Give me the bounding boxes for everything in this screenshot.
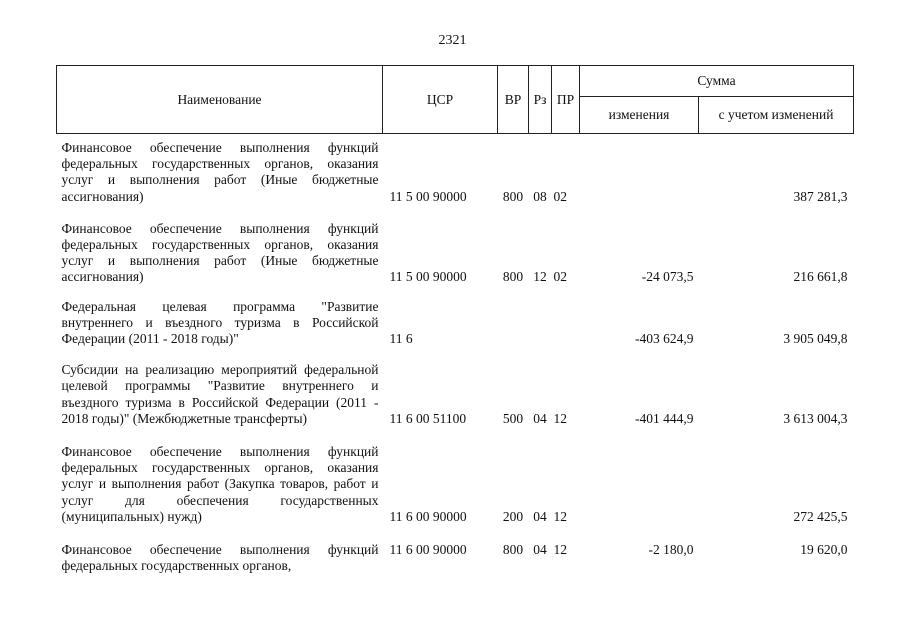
row-pr	[552, 291, 580, 353]
row-vr: 800	[502, 188, 524, 204]
row-total: 19 620,0	[800, 542, 848, 558]
row-name: Федеральная целевая программа "Развитие внутреннего и въездного туризма в Российской Федерации (2011 - 2018 годы)"	[61, 298, 379, 347]
row-csr: 11 6 00 90000	[389, 542, 467, 558]
header-rz: Рз	[529, 66, 552, 134]
row-vr: 200	[502, 508, 524, 524]
row-vr: 500	[502, 410, 524, 426]
row-change: -2 180,0	[648, 542, 694, 558]
header-with-changes: с учетом изменений	[699, 97, 854, 134]
table-row	[57, 291, 854, 353]
row-total: 3 905 049,8	[783, 331, 848, 347]
table-row	[57, 134, 854, 211]
header-changes: изменения	[580, 97, 699, 134]
row-csr: 11 5 00 90000	[389, 269, 467, 285]
row-name: Финансовое обеспечение выполнения функций федеральных государственных органов,	[61, 542, 379, 574]
table-row	[57, 530, 854, 574]
row-csr: 11 6 00 90000	[389, 508, 467, 524]
table-row	[57, 432, 854, 530]
row-name: Субсидии на реализацию мероприятий федеральной целевой программы "Развитие внутреннего и въездного туризма в Российской Федерации (2011 - 2018 годы)" (Межбюджетные трансферты)	[61, 362, 379, 426]
row-rz: 12	[533, 269, 547, 285]
row-total: 216 661,8	[793, 269, 848, 285]
row-total: 272 425,5	[793, 508, 848, 524]
row-rz	[529, 291, 552, 353]
row-total: 387 281,3	[793, 188, 848, 204]
row-vr: 800	[502, 542, 524, 558]
page-number: 2321	[438, 33, 467, 48]
budget-table	[56, 65, 854, 574]
header-csr: ЦСР	[383, 66, 498, 134]
row-pr: 12	[553, 542, 567, 558]
row-change	[580, 432, 699, 530]
header-pr: ПР	[552, 66, 580, 134]
row-change: -401 444,9	[635, 410, 694, 426]
row-pr: 12	[553, 410, 567, 426]
row-csr: 11 6	[389, 331, 413, 347]
row-rz: 04	[533, 508, 547, 524]
row-name: Финансовое обеспечение выполнения функций федеральных государственных органов, оказания услуг и выполнения работ (Иные бюджетные ассигнования)	[61, 140, 379, 204]
table-body	[57, 134, 854, 575]
table-header	[57, 66, 854, 134]
row-vr	[498, 291, 529, 353]
row-pr: 12	[553, 508, 567, 524]
row-pr: 02	[553, 188, 567, 204]
row-rz: 04	[533, 410, 547, 426]
row-name: Финансовое обеспечение выполнения функций федеральных государственных органов, оказания услуг и выполнения работ (Иные бюджетные ассигнования)	[61, 220, 379, 285]
table-row	[57, 211, 854, 291]
header-name: Наименование	[57, 66, 383, 134]
row-rz: 04	[533, 542, 547, 558]
row-change: -403 624,9	[635, 331, 694, 347]
row-vr: 800	[502, 269, 524, 285]
row-change: -24 073,5	[641, 269, 694, 285]
row-name: Финансовое обеспечение выполнения функций федеральных государственных органов, оказания услуг и выполнения работ (Закупка товаров, работ и услуг для обеспечения государственных (муниципальных) нужд)	[61, 444, 379, 524]
row-total: 3 613 004,3	[783, 410, 848, 426]
row-rz: 08	[533, 188, 547, 204]
row-change	[580, 134, 699, 211]
table-row	[57, 352, 854, 432]
row-csr: 11 6 00 51100	[389, 410, 467, 426]
header-sum: Сумма	[580, 66, 854, 97]
row-csr: 11 5 00 90000	[389, 188, 467, 204]
row-pr: 02	[553, 269, 567, 285]
header-vr: ВР	[498, 66, 529, 134]
